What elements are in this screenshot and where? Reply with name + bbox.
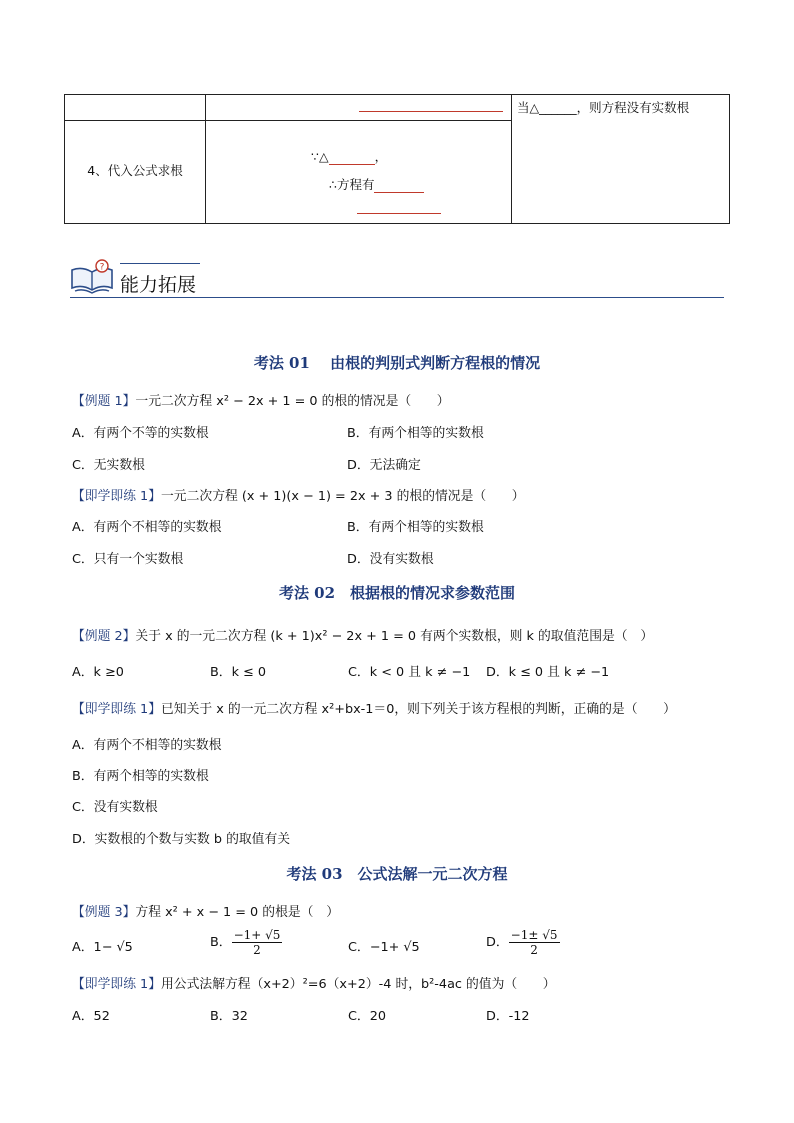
option-b: B．k ≤ 0 (210, 665, 266, 680)
question-text: 方程 x² + x − 1 = 0 的根是（ ） (135, 905, 340, 920)
fraction (509, 928, 560, 957)
option-c: C．k < 0 且 k ≠ −1 (348, 665, 471, 680)
table-divider (65, 120, 511, 121)
option-d: D．k ≤ 0 且 k ≠ −1 (486, 665, 610, 680)
option-label: B． (210, 935, 232, 950)
option-a: A．52 (72, 1009, 110, 1024)
answer-blank (329, 150, 375, 165)
svg-text:?: ? (99, 262, 105, 273)
option-d: D．无法确定 (347, 458, 421, 473)
kaofa-02-title: 考法 02 根据根的情况求参数范围 (278, 584, 516, 602)
option-b: B．有两个相等的实数根 (347, 520, 484, 535)
header-accent-rule (120, 263, 200, 264)
section-title: 能力拓展 (120, 274, 197, 296)
option-d: D．实数根的个数与实数 b 的取值有关 (72, 832, 291, 847)
table-cell-line2 (329, 175, 424, 193)
question-practice1-stem (72, 485, 525, 504)
since-delta: ∵△ (311, 149, 329, 164)
option-d (486, 928, 560, 957)
option-c: C．20 (348, 1009, 387, 1024)
open-book-icon (68, 258, 116, 298)
question-text: 用公式法解方程（x+2）²=6（x+2）-4 时，b²-4ac 的值为（ ） (161, 977, 556, 992)
fraction-numerator: −1± √5 (510, 928, 558, 942)
table-cell-condition: 当△______，则方程没有实数根 (517, 100, 690, 115)
option-b: B．32 (210, 1009, 248, 1024)
question-tag: 【即学即练 1】 (72, 977, 161, 992)
answer-blank (359, 111, 503, 112)
answer-blank (357, 213, 441, 214)
option-a: A．k ≥0 (72, 665, 124, 680)
question-text: 已知关于 x 的一元二次方程 x²+bx-1＝0，则下列关于该方程根的判断，正确的是（ ） (161, 702, 676, 717)
answer-blank (374, 178, 424, 193)
question-tag: 【即学即练 1】 (72, 489, 161, 504)
question-tag: 【例题 1】 (72, 394, 136, 409)
kaofa-03-title: 考法 03 公式法解一元二次方程 (286, 865, 508, 883)
question-text: 关于 x 的一元二次方程 (k + 1)x² − 2x + 1 = 0 有两个实数根，则 k 的取值范围是（ ） (135, 629, 654, 644)
question-ex2-stem (72, 625, 653, 644)
kaofa-01-title: 考法 01 由根的判别式判断方程根的情况 (253, 354, 541, 372)
option-b: B．有两个相等的实数根 (72, 769, 209, 784)
question-ex1-stem (72, 390, 450, 409)
option-c: C．−1+ √5 (348, 940, 420, 955)
comma: ， (374, 149, 388, 164)
question-text: 一元二次方程 (x + 1)(x − 1) = 2x + 3 的根的情况是（ ） (161, 489, 525, 504)
option-b: B．有两个相等的实数根 (347, 426, 484, 441)
option-b (210, 928, 282, 957)
header-rule (70, 297, 724, 298)
option-c: C．只有一个实数根 (72, 552, 184, 567)
table-divider (511, 95, 512, 223)
question-tag: 【即学即练 1】 (72, 702, 161, 717)
table-cell-line1 (311, 147, 387, 165)
fraction-numerator: −1+ √5 (233, 928, 281, 942)
option-c: C．没有实数根 (72, 800, 158, 815)
method-table (64, 94, 730, 224)
option-label: D． (486, 935, 509, 950)
question-ex3-stem (72, 901, 339, 920)
fraction-denominator: 2 (253, 943, 261, 957)
question-tag: 【例题 2】 (72, 629, 136, 644)
question-text: 一元二次方程 x² − 2x + 1 = 0 的根的情况是（ ） (135, 394, 450, 409)
question-tag: 【例题 3】 (72, 905, 136, 920)
option-a: A．有两个不等的实数根 (72, 426, 209, 441)
option-d: D．-12 (486, 1009, 530, 1024)
fraction (232, 928, 283, 957)
question-practice3-stem (72, 973, 556, 992)
option-a: A．1− √5 (72, 940, 133, 955)
table-divider (205, 95, 206, 223)
table-cell-step-label: 4、代入公式求根 (87, 163, 183, 178)
option-a: A．有两个不相等的实数根 (72, 738, 222, 753)
fraction-denominator: 2 (530, 943, 538, 957)
option-d: D．没有实数根 (347, 552, 434, 567)
therefore-equation-has: ∴方程有 (329, 177, 375, 192)
option-c: C．无实数根 (72, 458, 145, 473)
option-a: A．有两个不相等的实数根 (72, 520, 222, 535)
question-practice2-stem (72, 698, 676, 717)
